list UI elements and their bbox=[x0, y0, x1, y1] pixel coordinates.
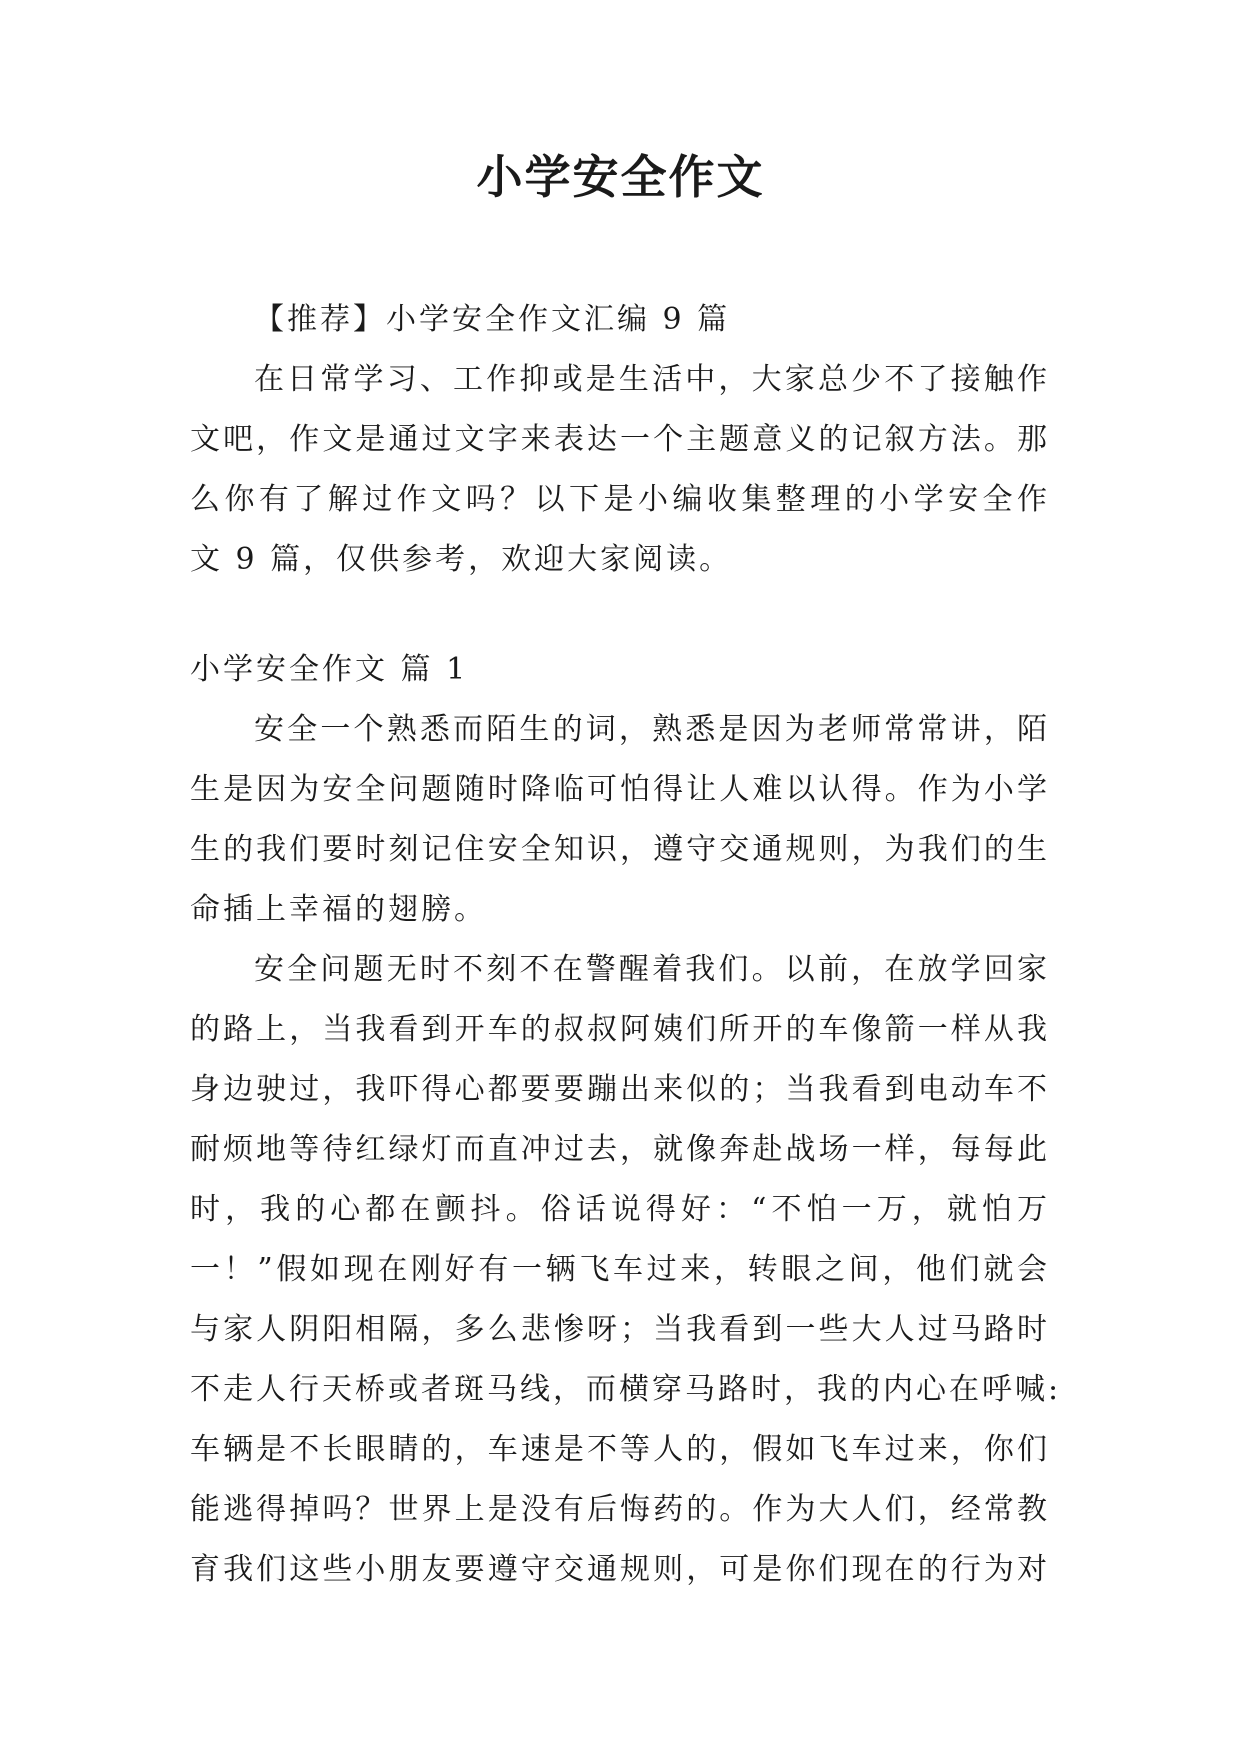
paragraph-line: 命插上幸福的翅膀。 bbox=[190, 892, 487, 927]
paragraph-line: 生的我们要时刻记住安全知识，遵守交通规则，为我们的生 bbox=[190, 832, 1050, 867]
document-title: 小学安全作文 bbox=[476, 150, 765, 204]
paragraph-line: 安全一个熟悉而陌生的词，熟悉是因为老师常常讲，陌 bbox=[254, 712, 1050, 747]
paragraph-line: 车辆是不长眼睛的，车速是不等人的，假如飞车过来，你们 bbox=[190, 1432, 1050, 1467]
recommend-line: 【推荐】小学安全作文汇编 9 篇 bbox=[254, 302, 731, 337]
paragraph-line: 身边驶过，我吓得心都要要蹦出来似的；当我看到电动车不 bbox=[190, 1072, 1050, 1107]
section-gap bbox=[190, 590, 1050, 640]
intro-line: 文 9 篇，仅供参考，欢迎大家阅读。 bbox=[190, 542, 733, 577]
document-body bbox=[190, 290, 1062, 1600]
intro-line: 在日常学习、工作抑或是生活中，大家总少不了接触作 bbox=[254, 362, 1050, 397]
paragraph-line: 与家人阴阳相隔，多么悲惨呀；当我看到一些大人过马路时 bbox=[190, 1312, 1050, 1347]
paragraph-line: 安全问题无时不刻不在警醒着我们。以前，在放学回家 bbox=[254, 952, 1050, 987]
intro-line: 文吧，作文是通过文字来表达一个主题意义的记叙方法。那 bbox=[190, 422, 1050, 457]
paragraph-line: 能逃得掉吗？世界上是没有后悔药的。作为大人们，经常教 bbox=[190, 1492, 1050, 1527]
paragraph-line: 育我们这些小朋友要遵守交通规则，可是你们现在的行为对 bbox=[190, 1552, 1050, 1587]
intro-line: 么你有了解过作文吗？以下是小编收集整理的小学安全作 bbox=[190, 482, 1050, 517]
paragraph-line: 时，我的心都在颤抖。俗话说得好：“不怕一万，就怕万 bbox=[190, 1192, 1050, 1227]
paragraph-line: 生是因为安全问题随时降临可怕得让人难以认得。作为小学 bbox=[190, 772, 1050, 807]
paragraph-line: 耐烦地等待红绿灯而直冲过去，就像奔赴战场一样，每每此 bbox=[190, 1132, 1050, 1167]
section-heading: 小学安全作文 篇 1 bbox=[190, 652, 469, 687]
paragraph-line: 一！”假如现在刚好有一辆飞车过来，转眼之间，他们就会 bbox=[190, 1252, 1050, 1287]
paragraph-line: 的路上，当我看到开车的叔叔阿姨们所开的车像箭一样从我 bbox=[190, 1012, 1050, 1047]
paragraph-line: 不走人行天桥或者斑马线，而横穿马路时，我的内心在呼喊: bbox=[190, 1372, 1062, 1407]
